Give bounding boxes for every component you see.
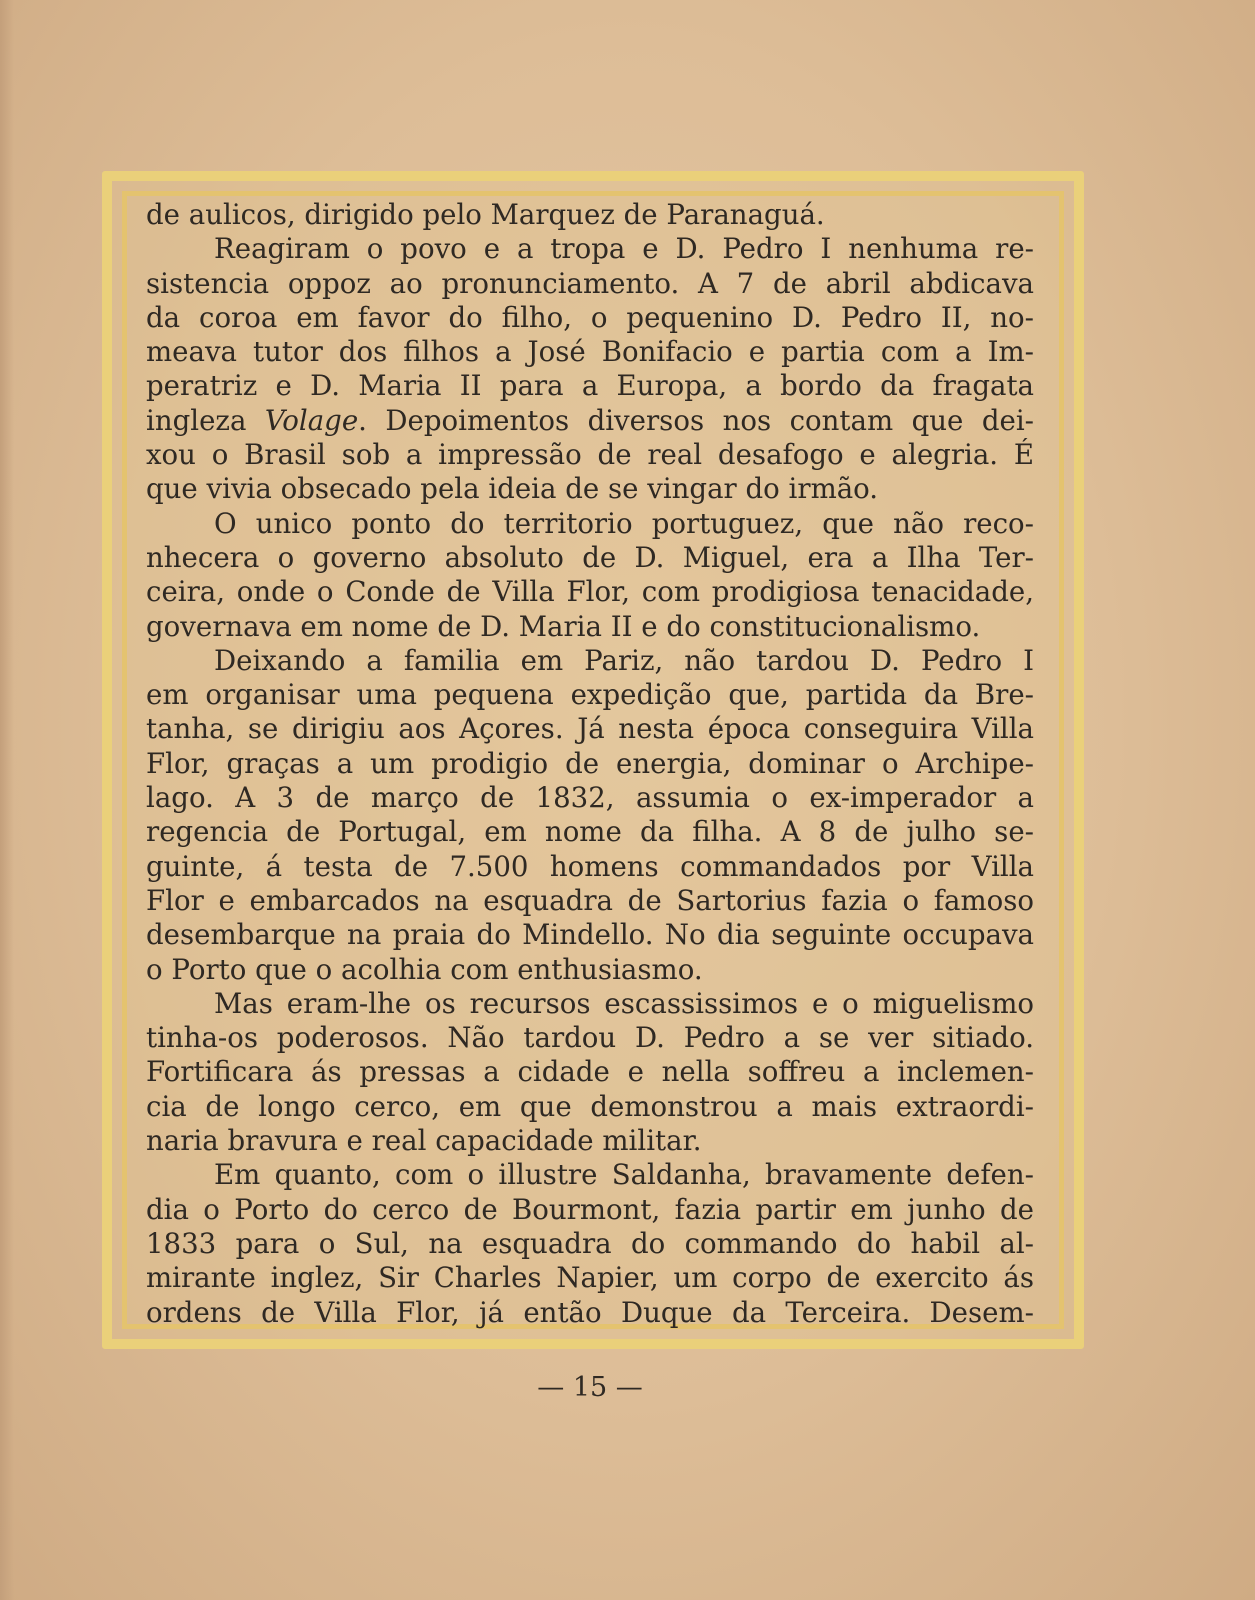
page-binding-edge	[0, 0, 14, 1600]
paragraph	[146, 507, 1034, 644]
text-line: Reagiram o povo e a tropa e D. Pedro I nenhuma re-	[214, 232, 1034, 266]
text-line: naria bravura e real capacidade militar.	[146, 1124, 702, 1158]
text-line: nhecera o governo absoluto de D. Miguel, era a Ilha Ter-	[146, 540, 1034, 574]
text-line: sistencia oppoz ao pronunciamento. A 7 de abril abdicava	[146, 266, 1034, 300]
paragraph	[146, 232, 1034, 506]
text-line: desembarque na praia do Mindello. No dia seguinte occupava	[146, 918, 1034, 952]
body-text	[146, 198, 1034, 1330]
text-line: que vivia obsecado pela ideia de se vingar do irmão.	[146, 472, 879, 506]
text-line: ingleza Volage. Depoimentos diversos nos contam que dei-	[146, 403, 1034, 437]
text-line: Mas eram-lhe os recursos escassissimos e o miguelismo	[214, 986, 1034, 1020]
text-line: cia de longo cerco, em que demonstrou a mais extraordi-	[146, 1089, 1034, 1123]
text-line: tinha-os poderosos. Não tardou D. Pedro a se ver sitiado.	[146, 1021, 1034, 1055]
text-line: xou o Brasil sob a impressão de real desafogo e alegria. É	[146, 438, 1034, 472]
text-line: Fortificara ás pressas a cidade e nella soffreu a inclemen-	[146, 1055, 1034, 1089]
page-number: — 15 —	[537, 1372, 643, 1403]
text-line: lago. A 3 de março de 1832, assumia o ex-imperador a	[146, 781, 1034, 815]
text-line: guinte, á testa de 7.500 homens commandados por Villa	[146, 849, 1034, 883]
text-line: governava em nome de D. Maria II e do constitucionalismo.	[146, 609, 981, 643]
text-line: o Porto que o acolhia com enthusiasmo.	[146, 952, 703, 986]
text-line: Flor e embarcados na esquadra de Sartorius fazia o famoso	[146, 883, 1034, 917]
paragraph	[146, 987, 1034, 1158]
text-line: ceira, onde o Conde de Villa Flor, com prodigiosa tenacidade,	[146, 575, 1034, 609]
text-line: Flor, graças a um prodigio de energia, dominar o Archipe-	[146, 746, 1034, 780]
text-line: tanha, se dirigiu aos Açores. Já nesta época conseguira Villa	[146, 712, 1034, 746]
text-line: ordens de Villa Flor, já então Duque da Terceira. Desem-	[146, 1295, 1034, 1329]
text-line: meava tutor dos filhos a José Bonifacio e partia com a Im-	[146, 335, 1034, 369]
text-line: peratriz e D. Maria II para a Europa, a bordo da fragata	[146, 369, 1034, 403]
text-line: regencia de Portugal, em nome da filha. A 8 de julho se-	[146, 815, 1034, 849]
ship-name: Volage	[264, 403, 359, 437]
text-line: de aulicos, dirigido pelo Marquez de Paranaguá.	[146, 198, 825, 231]
text-line: em organisar uma pequena expedição que, partida da Bre-	[146, 678, 1034, 712]
text-line: 1833 para o Sul, na esquadra do commando do habil al-	[146, 1226, 1034, 1260]
text-line: da coroa em favor do filho, o pequenino D. Pedro II, no-	[146, 300, 1034, 334]
paragraph	[146, 198, 1034, 232]
text-line: O unico ponto do territorio portuguez, que não reco-	[214, 506, 1034, 540]
paragraph	[146, 1158, 1034, 1329]
text-line: mirante inglez, Sir Charles Napier, um corpo de exercito ás	[146, 1261, 1034, 1295]
paragraph	[146, 644, 1034, 987]
text-line: Deixando a familia em Pariz, não tardou D. Pedro I	[214, 643, 1034, 677]
text-line: dia o Porto do cerco de Bourmont, fazia partir em junho de	[146, 1192, 1034, 1226]
text-line: Em quanto, com o illustre Saldanha, bravamente defen-	[214, 1158, 1034, 1192]
